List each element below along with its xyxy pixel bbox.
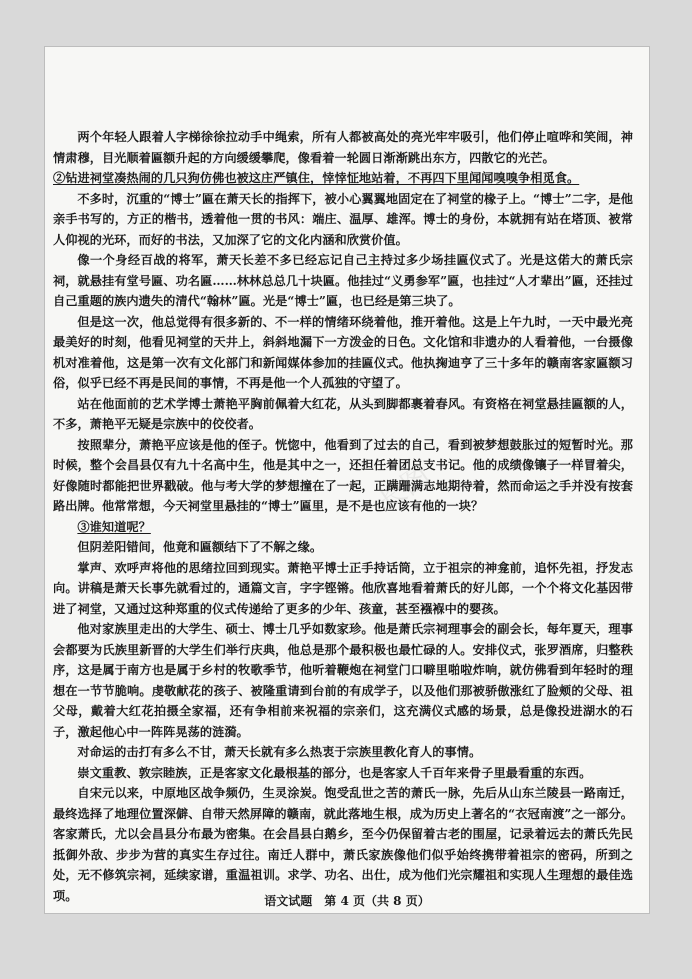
- question-2-text: ②钻进祠堂凑热闹的几只狗仿佛也被这庄严镇住，悻悻怔地站着，不再四下里闻闻嗅嗅争相觅食。: [53, 171, 580, 185]
- page-footer: 语文试题 第 4 页（共 8 页）: [264, 894, 430, 908]
- paragraph-9: 他对家族里走出的大学生、硕士、博士几乎如数家珍。他是萧氏宗祠理事会的副会长，每年夏天，理事会都要为氏族里新晋的大学生们举行庆典，他总是那个最积极也最忙碌的人。安排仪式，张罗酒席，归整秩序，这是属于南方也是属于乡村的牧歌季节，他听着鞭炮在祠堂门口噼里啪啦炸响，就仿佛看到年轻时的理想在一节节脆响。虔敬献花的孩子、被隆重请到台前的有成学子，以及他们那被骄傲涨红了脸颊的父母、祖父母，戴着大红花拍摄全家福，还有争相前来祝福的宗亲们，这充满仪式感的场景，总是像投进湖水的石子，激起他心中一阵阵晃荡的涟漪。: [53, 622, 633, 739]
- paragraph-6: 按照辈分，萧艳平应该是他的侄子。恍惚中，他看到了过去的自己，看到被梦想鼓胀过的短暂时光。那时候，整个会昌县仅有九十名高中生，他是其中之一，还担任着团总支书记。他的成绩像镶子一样冒着尖，好像随时都能把世界戳破。他与考大学的梦想撞在了一起，正蹒跚满志地期待着，然而命运之手并没有按套路出牌。他常常想，今天祠堂里悬挂的“博士”匾里，是不是也应该有他的一块？: [53, 437, 633, 513]
- exam-page: [44, 46, 650, 914]
- paragraph-11: 崇文重教、敦宗睦族，正是客家文化最根基的部分，也是客家人千百年来骨子里最看重的东西。: [77, 765, 592, 780]
- paragraph-8: 掌声、欢呼声将他的思绪拉回到现实。萧艳平博士正手持话筒，立于祖宗的神龛前，追怀先祖，抒发志向。讲稿是萧天长事先就看过的，通篇文言，字字铿锵。他欣喜地看着萧氏的好儿郎，一个个将文化基因带进了祠堂，又通过这种郑重的仪式传递给了更多的少年、孩童，甚至襁褓中的婴孩。: [53, 560, 633, 616]
- question-3-sentence: [53, 517, 633, 538]
- question-2-sentence: [53, 168, 633, 189]
- paragraph-3: 像一个身经百战的将军，萧天长差不多已经忘记自己主持过多少场挂匾仪式了。光是这偌大的萧氏宗祠，就悬挂有堂号匾、功名匾……林林总总几十块匾。他挂过“义勇参军”匾，也挂过“人才辈出”匾，还挂过自己重题的族内遗失的清代“翰林”匾。光是“博士”匾，也已经是第三块了。: [53, 253, 633, 308]
- paragraph-1: 两个年轻人跟着人字梯徐徐拉动手中绳索，所有人都被高处的亮光牢牢吸引，他们停止喧哗和笑闹，神情肃穆，目光顺着匾额升起的方向缓缓攀爬，像看着一轮圆日渐渐跳出东方，四散它的光芒。: [53, 130, 633, 165]
- paragraph-5: 站在他面前的艺术学博士萧艳平胸前佩着大红花，从头到脚都裹着春风。有资格在祠堂悬挂匾额的人，不多，萧艳平无疑是宗族中的佼佼者。: [53, 396, 633, 431]
- question-3-text: ③谁知道呢？: [77, 519, 151, 534]
- paragraph-7: 但阴差阳错间，他竟和匾额结下了不解之缘。: [77, 540, 323, 554]
- paragraph-10: 对命运的击打有多么不甘，萧天长就有多么热衷于宗族里教化育人的事情。: [77, 745, 482, 759]
- paragraph-2: 不多时，沉重的“博士”匾在萧天长的指挥下，被小心翼翼地固定在了祠堂的椽子上。“博士”二字，是他亲手书写的，方正的楷书，透着他一贯的书风：端庄、温厚、雄浑。博士的身份，本就拥有站在塔顶、被常人仰视的光环，而好的书法，又加深了它的文化内涵和欣赏价值。: [53, 191, 633, 247]
- paragraph-12: 自宋元以来，中原地区战争频仍，生灵涂炭。饱受乱世之苦的萧氏一脉，先后从山东兰陵县一路南迁，最终选择了地理位置深僻、自带天然屏障的赣南，就此落地生根，成为历史上著名的“衣冠南渡”之一部分。客家萧氏，尤以会昌县分布最为密集。在会昌县白鹅乡，至今仍保留着古老的围屋，记录着远去的萧氏先民抵御外敌、步步为营的真实生存过往。南迁人群中，萧氏家族像他们似乎始终携带着祖宗的密码，所到之处，无不修筑宗祠，延续家谱，重温祖训。求学、功名、出仕，成为他们光宗耀祖和实现人生理想的最佳选项。: [53, 786, 633, 903]
- passage: [53, 127, 633, 906]
- paragraph-4: 但是这一次，他总觉得有很多新的、不一样的情绪环绕着他，推开着他。这是上午九时，一天中最光亮最美好的时刻，他看见祠堂的天井上，斜斜地漏下一方泼金的日色。文化馆和非遗办的人看着他，一台摄像机对准着他，这是第一次有文化部门和新闻媒体参加的挂匾仪式。他执掬迪亨了三十多年的赣南客家匾额习俗，似乎已经不再是民间的事情，不再是他一个人孤独的守望了。: [53, 314, 633, 390]
- watermark: 长图: [371, 458, 437, 518]
